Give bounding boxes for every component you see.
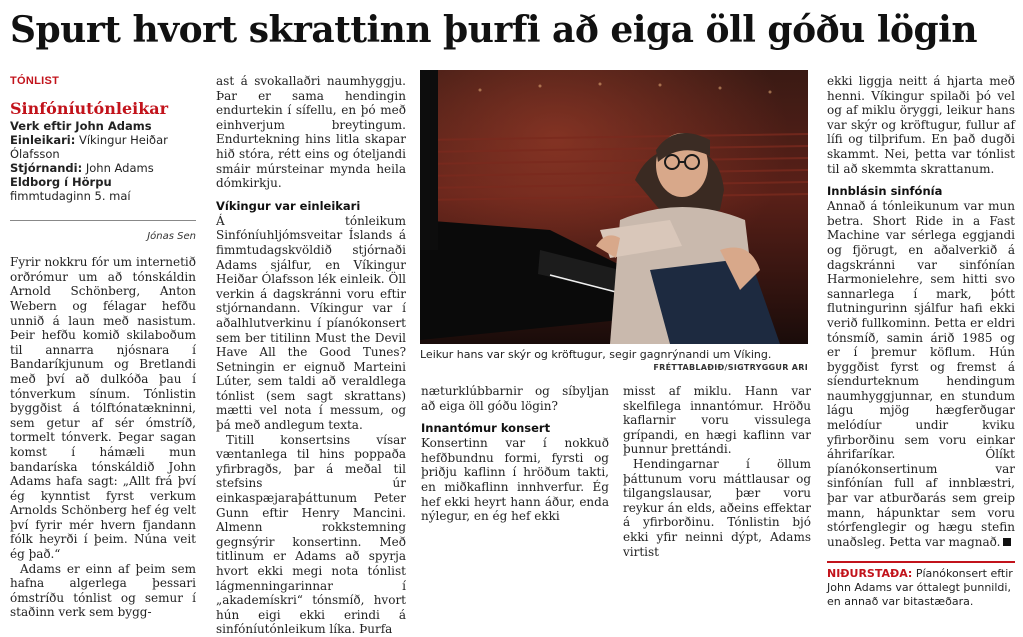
soloist-name: Víkingur Heiðar Ólafsson: [10, 132, 168, 161]
paragraph: [827, 199, 1015, 549]
end-mark-icon: [1003, 538, 1011, 546]
concert-date: fimmtudaginn 5. maí: [10, 188, 131, 203]
review-info-column: [10, 74, 196, 620]
headline: Spurt hvort skrattinn þurfi að eiga öll góðu lögin: [10, 9, 978, 51]
conductor-line: [10, 161, 196, 175]
article-body-col3b: [623, 384, 811, 559]
verdict-label: NIÐURSTAÐA:: [827, 567, 913, 581]
venue: Eldborg í Hörpu: [10, 174, 112, 189]
soloist-line: [10, 133, 196, 161]
paragraph: Á tónleikum Sinfóníuhljómsveitar Íslands á fimmtudagskvöldið stjórnaði Adams sjálfur, en Víkingur Heiðar Ólafsson lék einleik. Öll verkin á dagskránni voru eftir stjórnandann. Víkingur var í aðalhlutverkinu í píanókonsert sem ber titilinn Must the Devil Have All the Good Tunes? Setningin er eignuð Marteini Lúter, sem taldi að veraldlega tónlist (sem sagt skrattans) mætti vel nota í messum, og þá með andlegum texta.: [216, 213, 406, 433]
subheading: Innantómur konsert: [421, 421, 551, 436]
paragraph: ekki liggja neitt á hjarta með henni. Víkingur spilaði þó vel og af miklu öryggi, leikur hans var skýr og kröftugur, fullur af lífi og tilþrifum. En það dugði skammt. Nei, þetta var tónlist til að skemmta skrattanum.: [827, 74, 1015, 176]
verdict-box: [827, 561, 1015, 609]
conductor-name: John Adams: [85, 160, 154, 175]
paragraph: Adams er einn af þeim sem hafna algerlega þessari ómstríðu tónlist og semur í staðinn verk sem bygg-: [10, 561, 196, 620]
paragraph: Hendingarnar í öllum þáttunum voru máttlausar og tilgangslausar, þær voru reykur án elds, aðeins effektar á yfirborðinu. Tónlistin bjó ekki yfir neinni dýpt, Adams virtist: [623, 456, 811, 559]
subheading: Innblásin sinfónía: [827, 184, 943, 199]
paragraph: Konsertinn var í nokkuð hefðbundnu formi, fyrsti og þriðju kaflinn í hröðum takti, en miðkaflinn innhverfur. Ég hef ekki heyrt hann áður, enda nýlegur, en ég hef ekki: [421, 436, 609, 524]
photo-credit: FRÉTTABLAÐIÐ/SIGTRYGGUR ARI: [653, 363, 808, 372]
soloist-label: Einleikari:: [10, 132, 76, 147]
subheading: Víkingur var einleikari: [216, 198, 361, 213]
paragraph: misst af miklu. Hann var skelfilega innantómur. Hröðu kaflarnir voru vissulega grípandi, en hægi kaflinn var þunnur þrettándi.: [623, 384, 811, 457]
paragraph-text: Annað á tónleikunum var mun betra. Short Ride in a Fast Machine var sérlega eggjandi og fjörugt, en aðalverkið á dagskránni var sinfónían Harmonielehre, sem hitti svo sannarlega í mark, þótt flutningurinn sjálfur hafi ekki verið fullkominn. Þetta er eldri tónsmíð, samin árið 1985 og er í þremur köflum. Hún byggðist fyrst og fremst á síendurteknum hendingum naumhyggjunnar, en stundum lágu mjög hægferðugar melódíur undir kviku yfirborðinu sem voru einkar áhrifaríkar. Ólíkt píanókonsertinum var sinfónían full af innblæstri, þar var atburðarás sem greip mann, hápunktar sem voru stórfenglegir og hægu stefin unaðsleg. Þetta var magnað.: [827, 199, 1015, 549]
article-body-col3a: [421, 384, 609, 524]
paragraph: Fyrir nokkru fór um internetið orðrómur um að tónskáldin Arnold Schönberg, Anton Webern og félagar hefðu unnið á laun með nasistum. Þeir hefðu komið skilaboðum til annarra njósnara í Bandaríkjunum og Bretlandi með því að dulkóða þau í tónverkum sínum. Tónlistin byggðist á tólftónatækninni, sem getur af sér ómstríð, tormelt tónverk. Þegar sagan komst í hámæli mun bandaríska tónskáldið John Adams hafa sagt: „Allt frá því ég kynntist fyrst verkum Arnolds Schönberg hef ég velt því fyrir mér hvern fjandann fólk heyrði í þeim. Núna veit ég það.“: [10, 255, 196, 562]
article-body-col1: [10, 255, 196, 620]
article-body-col2: [216, 74, 406, 637]
section-kicker: TÓNLIST: [10, 75, 60, 87]
conductor-label: Stjórnandi:: [10, 160, 83, 175]
verdict-text: Píanókonsert eftir John Adams var óttalegt þunnildi, en annað var bitastæðara.: [827, 567, 1013, 609]
photo-caption: Leikur hans var skýr og kröftugur, segir gagnrýnandi um Víking.: [420, 348, 772, 361]
author-byline: Jónas Sen: [10, 220, 196, 245]
review-facts: [10, 119, 196, 203]
works-label: Verk eftir John Adams: [10, 118, 152, 133]
review-title: Sinfóníutónleikar: [10, 98, 169, 118]
paragraph: Titill konsertsins vísar væntanlega til hins poppaða yfirbragðs, þar á meðal til stefsins úr einkaspæjaraþáttunum Peter Gunn eftir Henry Mancini. Almenn rokkstemning gegnsýrir konsertinn. Með titlinum er Adams að spyrja hvort ekki megi nota tónlist lágmenningarinnar í „akademískri“ tónsmíð, hvort hún eigi ekki erindi á sinfóníutónleikum líka. Þurfa: [216, 432, 406, 637]
article-photo: [420, 70, 808, 344]
paragraph: ast á svokallaðri naumhyggju. Þar er sama hendingin endurtekin í sífellu, en þó með einhverjum breytingum. Endurtekning hins litla skapar hið stóra, rétt eins og óteljandi smáir múrsteinar mynda heila dómkirkju.: [216, 74, 406, 191]
article-body-col4: [827, 74, 1015, 609]
paragraph: næturklúbbarnir og síbyljan að eiga öll góðu lögin?: [421, 384, 609, 413]
